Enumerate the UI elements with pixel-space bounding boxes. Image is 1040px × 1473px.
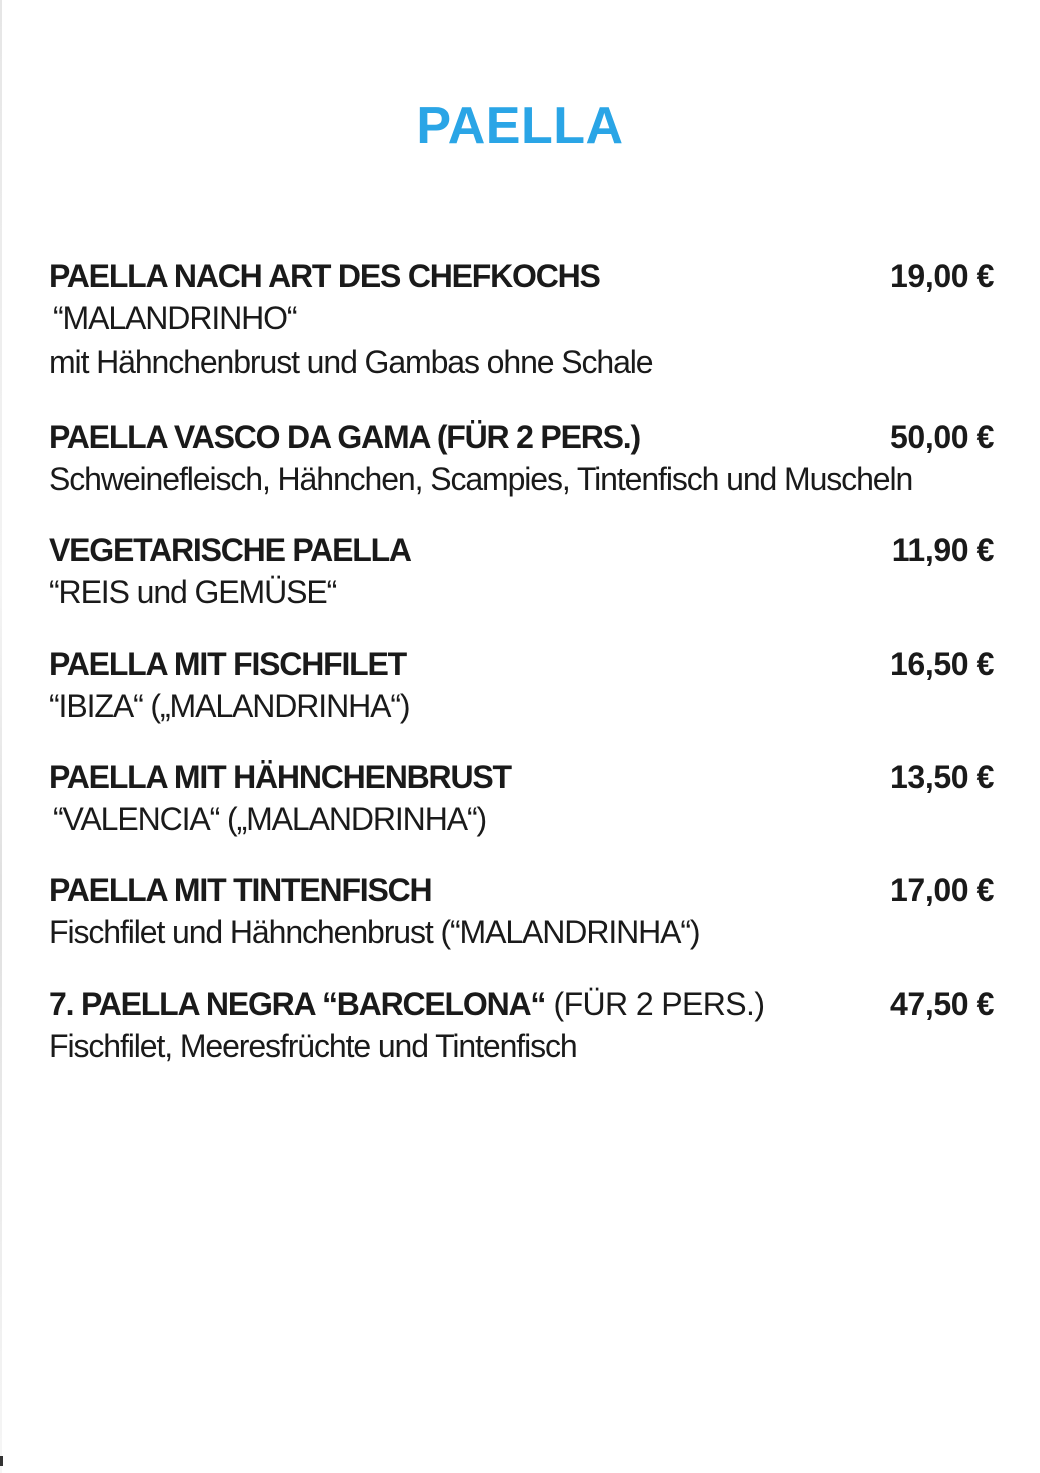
menu-item	[49, 530, 994, 614]
scan-edge	[0, 0, 2, 1473]
menu-item	[49, 870, 994, 954]
item-name: VEGETARISCHE PAELLA	[49, 532, 411, 568]
item-price: 11,90 €	[891, 532, 994, 568]
item-name: PAELLA MIT HÄHNCHENBRUST	[49, 759, 511, 795]
menu-item	[49, 417, 994, 501]
item-name: PAELLA MIT TINTENFISCH	[49, 872, 432, 908]
item-price: 47,50 €	[890, 986, 994, 1022]
page-title: PAELLA	[416, 97, 624, 155]
item-name-suffix: (FÜR 2 PERS.)	[545, 986, 765, 1022]
scan-mark	[0, 1456, 3, 1466]
item-price: 16,50 €	[890, 646, 994, 682]
item-price: 19,00 €	[890, 258, 994, 294]
menu-item	[49, 757, 994, 841]
item-description: “REIS und GEMÜSE“	[49, 574, 337, 610]
item-name	[49, 984, 764, 1024]
item-price: 17,00 €	[890, 872, 994, 908]
item-price: 13,50 €	[890, 759, 994, 795]
item-name: PAELLA VASCO DA GAMA (FÜR 2 PERS.)	[49, 419, 640, 455]
menu-item	[49, 984, 994, 1068]
item-description: “MALANDRINHO“	[53, 300, 297, 336]
item-description: “IBIZA“ („MALANDRINHA“)	[49, 688, 410, 724]
item-description: Fischfilet, Meeresfrüchte und Tintenfisch	[49, 1028, 577, 1064]
menu-item	[49, 644, 994, 728]
item-price: 50,00 €	[890, 419, 994, 455]
item-name: PAELLA NACH ART DES CHEFKOCHS	[49, 258, 600, 294]
menu-item	[49, 256, 994, 384]
item-description: Fischfilet und Hähnchenbrust (“MALANDRINHA“)	[49, 914, 700, 950]
item-description: Schweinefleisch, Hähnchen, Scampies, Tintenfisch und Muscheln	[49, 461, 913, 497]
item-description: mit Hähnchenbrust und Gambas ohne Schale	[49, 344, 653, 380]
item-description: “VALENCIA“ („MALANDRINHA“)	[53, 801, 487, 837]
item-name-main: 7. PAELLA NEGRA “BARCELONA“	[49, 986, 546, 1022]
item-name: PAELLA MIT FISCHFILET	[49, 646, 406, 682]
